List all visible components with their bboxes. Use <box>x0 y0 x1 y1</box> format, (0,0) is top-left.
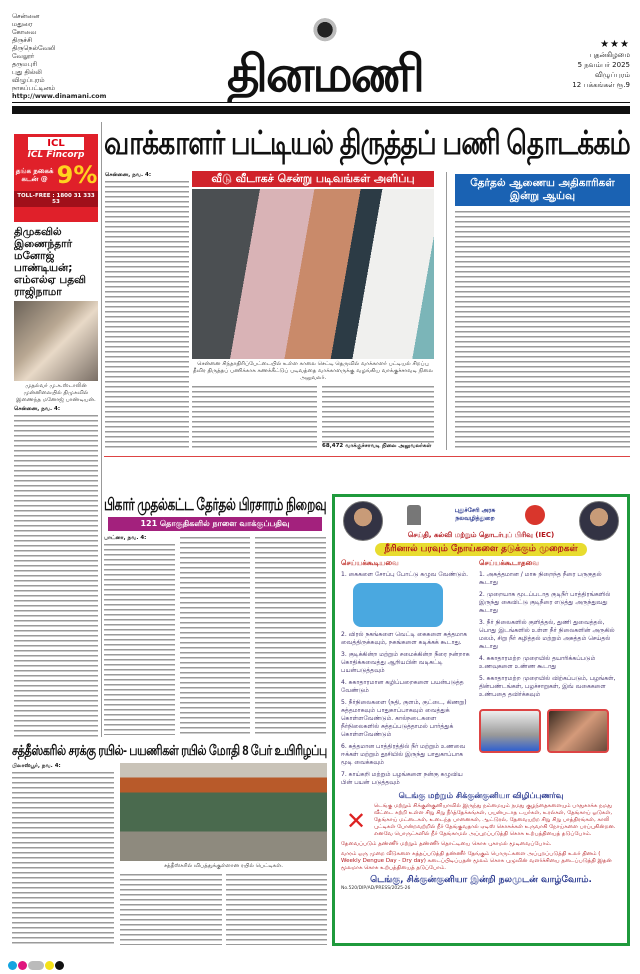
health-ad[interactable] <box>332 494 630 946</box>
ad-wing: செய்தி, கல்வி மற்றும் தொடர்புப் பிரிவு (IEC) <box>407 531 555 539</box>
edition: திருநெல்வேலி <box>12 44 56 52</box>
edition: மதுரை <box>12 20 33 28</box>
side-story-headline: தேர்தல் ஆணைய அதிகாரிகள் இன்று ஆய்வு <box>455 174 630 206</box>
issue-info <box>572 40 630 90</box>
bihar-headline: பிகார் முதல்கட்ட தேர்தல் பிரசாரம் நிறைவு <box>104 496 326 514</box>
emblem-icon <box>304 18 346 44</box>
tank-text: தேவைப்படும் தண்ணீர் மற்றும் தண்ணீர் தொட்டியை கொசு புகாமல் மூடிவைப்போம். <box>341 841 552 847</box>
website-link[interactable]: http://www.dinamani.com <box>12 92 107 100</box>
rail-body-1 <box>12 770 114 945</box>
edition: கோவை <box>12 28 37 36</box>
rail-story <box>12 740 327 945</box>
rail-dateline: பிலாஸ்பூர், நவ. 4: <box>12 763 61 769</box>
dont-item: 5. சுகாதாரமற்ற முறையில் விற்கப்படும், பழங்கள், தின்பண்டங்கள், பழச்சாறுகள், இவ் வகைகளை உண்பதை தவிர்க்கவும் <box>479 675 616 698</box>
dont-item: 1. அசுத்தமான / மாசு நிறைந்த நீரை பருகுதல் கூடாது <box>479 571 602 586</box>
dengue-title: டெங்கு மற்றும் சிக்குன்குனியா விழிப்புணர்வு <box>398 791 564 800</box>
rail-headline: சத்தீஸ்கரில் சரக்கு ரயில்- பயணிகள் ரயில் மோதி 8 பேர் உயிரிழப்பு <box>12 742 327 758</box>
bihar-body-3 <box>255 535 326 735</box>
do-item: 5. நீர்நிலைகளை (நதி, குளம், குட்டை, கிணறு) சுத்தமாகவும் பாதுகாப்பாகவும் வைத்துக் கொள்ளவேண்டும். கால்நடைகளை நீர்நிலைகளில் சுத்தப்படுத்தாமல் பார்த்துக் கொள்ளவேண்டும் <box>341 699 467 738</box>
issue-day: புதன்கிழமை <box>589 51 630 59</box>
left-story-headline: திமுகவில் இணைந்தார் மனோஜ் பாண்டியன்; எம்எல்ஏ பதவி ராஜிநாமா <box>14 226 86 298</box>
lead-body-3 <box>322 384 434 443</box>
health-dept-logo-icon <box>525 505 545 525</box>
edition: தருமபுரி <box>12 60 38 68</box>
no-mosquito-icon: ✕ <box>345 806 367 835</box>
lead-dateline: சென்னை, நவ. 4: <box>105 172 152 178</box>
do-item: 6. சுத்தமான பாத்திரத்தில் நீர் மற்றும் உணவை ஈக்கள் மற்றும் தூசியில் இருந்து பாதுகாப்பாக மூடி வைக்கவும் <box>341 743 466 766</box>
ad-dept: நலவழித்துறை <box>455 515 495 522</box>
lead-headline: வாக்காளர் பட்டியல் திருத்தப் பணி தொடக்கம் <box>104 124 631 161</box>
rail-photo-caption: சத்தீஸ்கரில் விபத்துக்குள்ளான ரயில் பெட்டிகள். <box>163 863 284 869</box>
lead-photo-caption: சென்னை சிந்தாதிரிப்பேட்டையில் உள்ள காலை செட்டி தெருவில் வாக்காளர் பட்டியல் சிறப்பு தீவிர திருத்தப் பணிக்காக கணக்கீட்டுப் படிவத்தை வாக்காளருக்கு வழங்கிய வாக்குச்சாவடி நிலை அலுவலர். <box>193 361 433 381</box>
left-story-caption: முதல்வர் மு.க.ஸ்டாலின் முன்னிலையில் திமுகவில் இணைந்த மனோஜ் பாண்டியன். <box>16 383 96 403</box>
state-emblem-icon <box>407 505 421 525</box>
icl-offer: தங்க நகைக் கடன் @ <box>15 167 54 183</box>
nail-clipping-image <box>547 709 609 753</box>
dont-item: 4. சுகாதாரமற்ற முறையில் தயாரிக்கப்படும் உணவுகளை உண்ண கூடாது <box>479 655 596 670</box>
edition: சென்னை <box>12 12 40 20</box>
edition: வேலூர் <box>12 52 35 60</box>
bihar-body-2 <box>180 535 251 735</box>
side-story <box>455 174 630 450</box>
official-portrait-right <box>579 501 619 541</box>
do-item: 1. கைகளை சோப்பு போட்டு கழுவ வேண்டும். <box>341 571 469 578</box>
ad-govt: புதுச்சேரி அரசு <box>454 507 496 514</box>
lead-body <box>105 179 189 450</box>
icl-ad[interactable] <box>14 134 98 222</box>
registration-marks <box>8 955 65 974</box>
issue-date: 5 நவம்பர் 2025 <box>577 61 630 69</box>
dos-title: செய்யக்கூடியவை <box>341 559 399 567</box>
ad-title: நீரினால் பரவும் நோய்களை தடுக்கும் முறைகள் <box>375 543 587 556</box>
dont-item: 3. நீர் நிலைகளில் குளித்தல், துணி துவைத்தல், பொது இடங்களில் உள்ள நீர் நிலைகளின் அருகில் மலம், சிறு நீர் கழித்தல் மற்றும் அசுத்தம் செய்தல் கூடாது <box>479 619 615 650</box>
edition-list <box>12 12 106 100</box>
dont-item: 2. முறையாக மூடப்படாத குடிநீர் பாத்திரங்களில் இருந்து கைவிட்டு குடிநீரை எடுத்து அருந்துவது கூடாது <box>479 591 611 614</box>
left-story-body <box>14 413 98 737</box>
do-item: 4. சுகாதாரமான கழிப்பறைகளை பயன்படுத்த வேண்டும் <box>341 679 464 694</box>
official-portrait-left <box>343 501 383 541</box>
left-story-dateline: சென்னை, நவ. 4: <box>14 406 61 412</box>
rail-body-2 <box>120 872 222 945</box>
do-item: 3. குடிக்கின்ற மற்றும் சமைக்கின்ற நீரை நன்றாக கொதிக்கவைத்து ஆறியபின் வடிகட்டி பயன்படுத்தவும் <box>341 651 470 674</box>
issue-edition: விழுப்புரம் <box>594 71 630 79</box>
icl-tollfree: TOLL-FREE : 1800 31 333 53 <box>14 191 98 207</box>
edition-stars: ★★★ <box>600 39 630 50</box>
lead-left-column <box>105 172 189 450</box>
section-rule <box>104 456 630 457</box>
bihar-dateline: பாட்னா, நவ. 4: <box>104 535 147 541</box>
boiling-pot-image <box>479 709 541 753</box>
icl-name: ICL Fincorp <box>27 150 85 160</box>
bihar-body-1 <box>104 542 175 735</box>
lead-center-column <box>192 171 434 450</box>
ad-slogan: டெங்கு, சிக்குன்குனியா இன்றி நலமுடன் வாழ்வோம். <box>370 875 592 885</box>
donts-title: செய்யக்கூடாதவை <box>479 559 539 567</box>
logo-text: தினமணி <box>226 44 424 103</box>
lead-photo <box>192 189 434 359</box>
dengue-text: டெங்கு மற்றும் சிக்குன்குனியாவில் இருந்து நம்மையும் நமது குழந்தைகளையும் பாதுகாக்க நமது வீட்டை சுற்றி உள்ள சிறு சிறு நீர்த்தேக்கங்கள், பயன்படாத டயர்கள், உரல்கள், தேங்காய் ஓடுகள், தேங்காய் மட்டைகள், உடைந்த பானைகள், ஆட்டுரல், தேவையற்ற சிறு சிறு பாத்திரங்கள், காலி புட்டிகள் போன்றவற்றில் நீர் தேங்குவதால் ஏடிஸ் கொசுக்கள் உருவாகி நோய்களை பரப்புகின்றன. எனவே பொருட்களில் நீர் தேங்காமல் அப்புறப்படுத்தி கொசு உற்பத்தியைத் தடுப்போம். <box>374 803 616 837</box>
lead-highlight: 68,472 வாக்குச்சாவடி நிலை அலுவலர்கள் <box>322 443 432 449</box>
left-story-photo <box>14 301 98 381</box>
weekly-text: வாரம் ஒரு முறை வீடுகளை சுத்தப்படுத்தி தண்ணீர் தேங்கும் பொருட்களை அப்புறப்படுத்தி உலர் தினம் ( Weekly Dengue Day - Dry day) கடைப்பிடிப்பதன் மூலம் கொசு புழுவின் வளர்ச்சியை தடைப்படுத்தி இதன் மூலமாக கொசு உற்பத்தியைத் தடுப்போம். <box>341 851 612 871</box>
pages-price: 12 பக்கங்கள் ரூ.9 <box>572 81 630 89</box>
masthead-logo <box>180 18 470 106</box>
lead-banner: வீடு வீடாகச் சென்று படிவங்கள் அளிப்பு <box>192 171 434 187</box>
rail-body-3 <box>226 872 328 945</box>
handwash-steps-image <box>353 583 443 627</box>
bihar-subhead: 121 தொகுதிகளில் நாளை வாக்குப்பதிவு <box>108 517 322 531</box>
lead-body-2 <box>192 384 317 450</box>
side-story-body <box>455 209 630 450</box>
icl-logo: ICL <box>28 137 84 150</box>
masthead-rule <box>12 106 630 114</box>
edition: திருச்சி <box>12 36 33 44</box>
edition: விழுப்புரம் <box>12 76 45 84</box>
rail-photo <box>120 763 327 861</box>
column-divider <box>446 172 447 450</box>
bihar-story <box>104 494 326 735</box>
icl-rate: 9% <box>56 161 98 189</box>
edition: நாகப்பட்டினம் <box>12 84 56 92</box>
column-divider <box>101 122 102 737</box>
do-item: 7. காய்கறி மற்றும் பழங்களை நன்கு கழுவிய பின் பயன் படுத்தவும் <box>341 771 463 786</box>
edition: புது தில்லி <box>12 68 42 76</box>
do-item: 2. விரல் நகங்களை வெட்டி கைகளை சுத்தமாக வைத்திருக்கவும், நகங்களை கடிக்கக் கூடாது. <box>341 631 467 646</box>
left-column <box>14 134 98 737</box>
ad-ref-no: No.520/DIP/AD/PRESS/2025-26 <box>341 886 411 891</box>
